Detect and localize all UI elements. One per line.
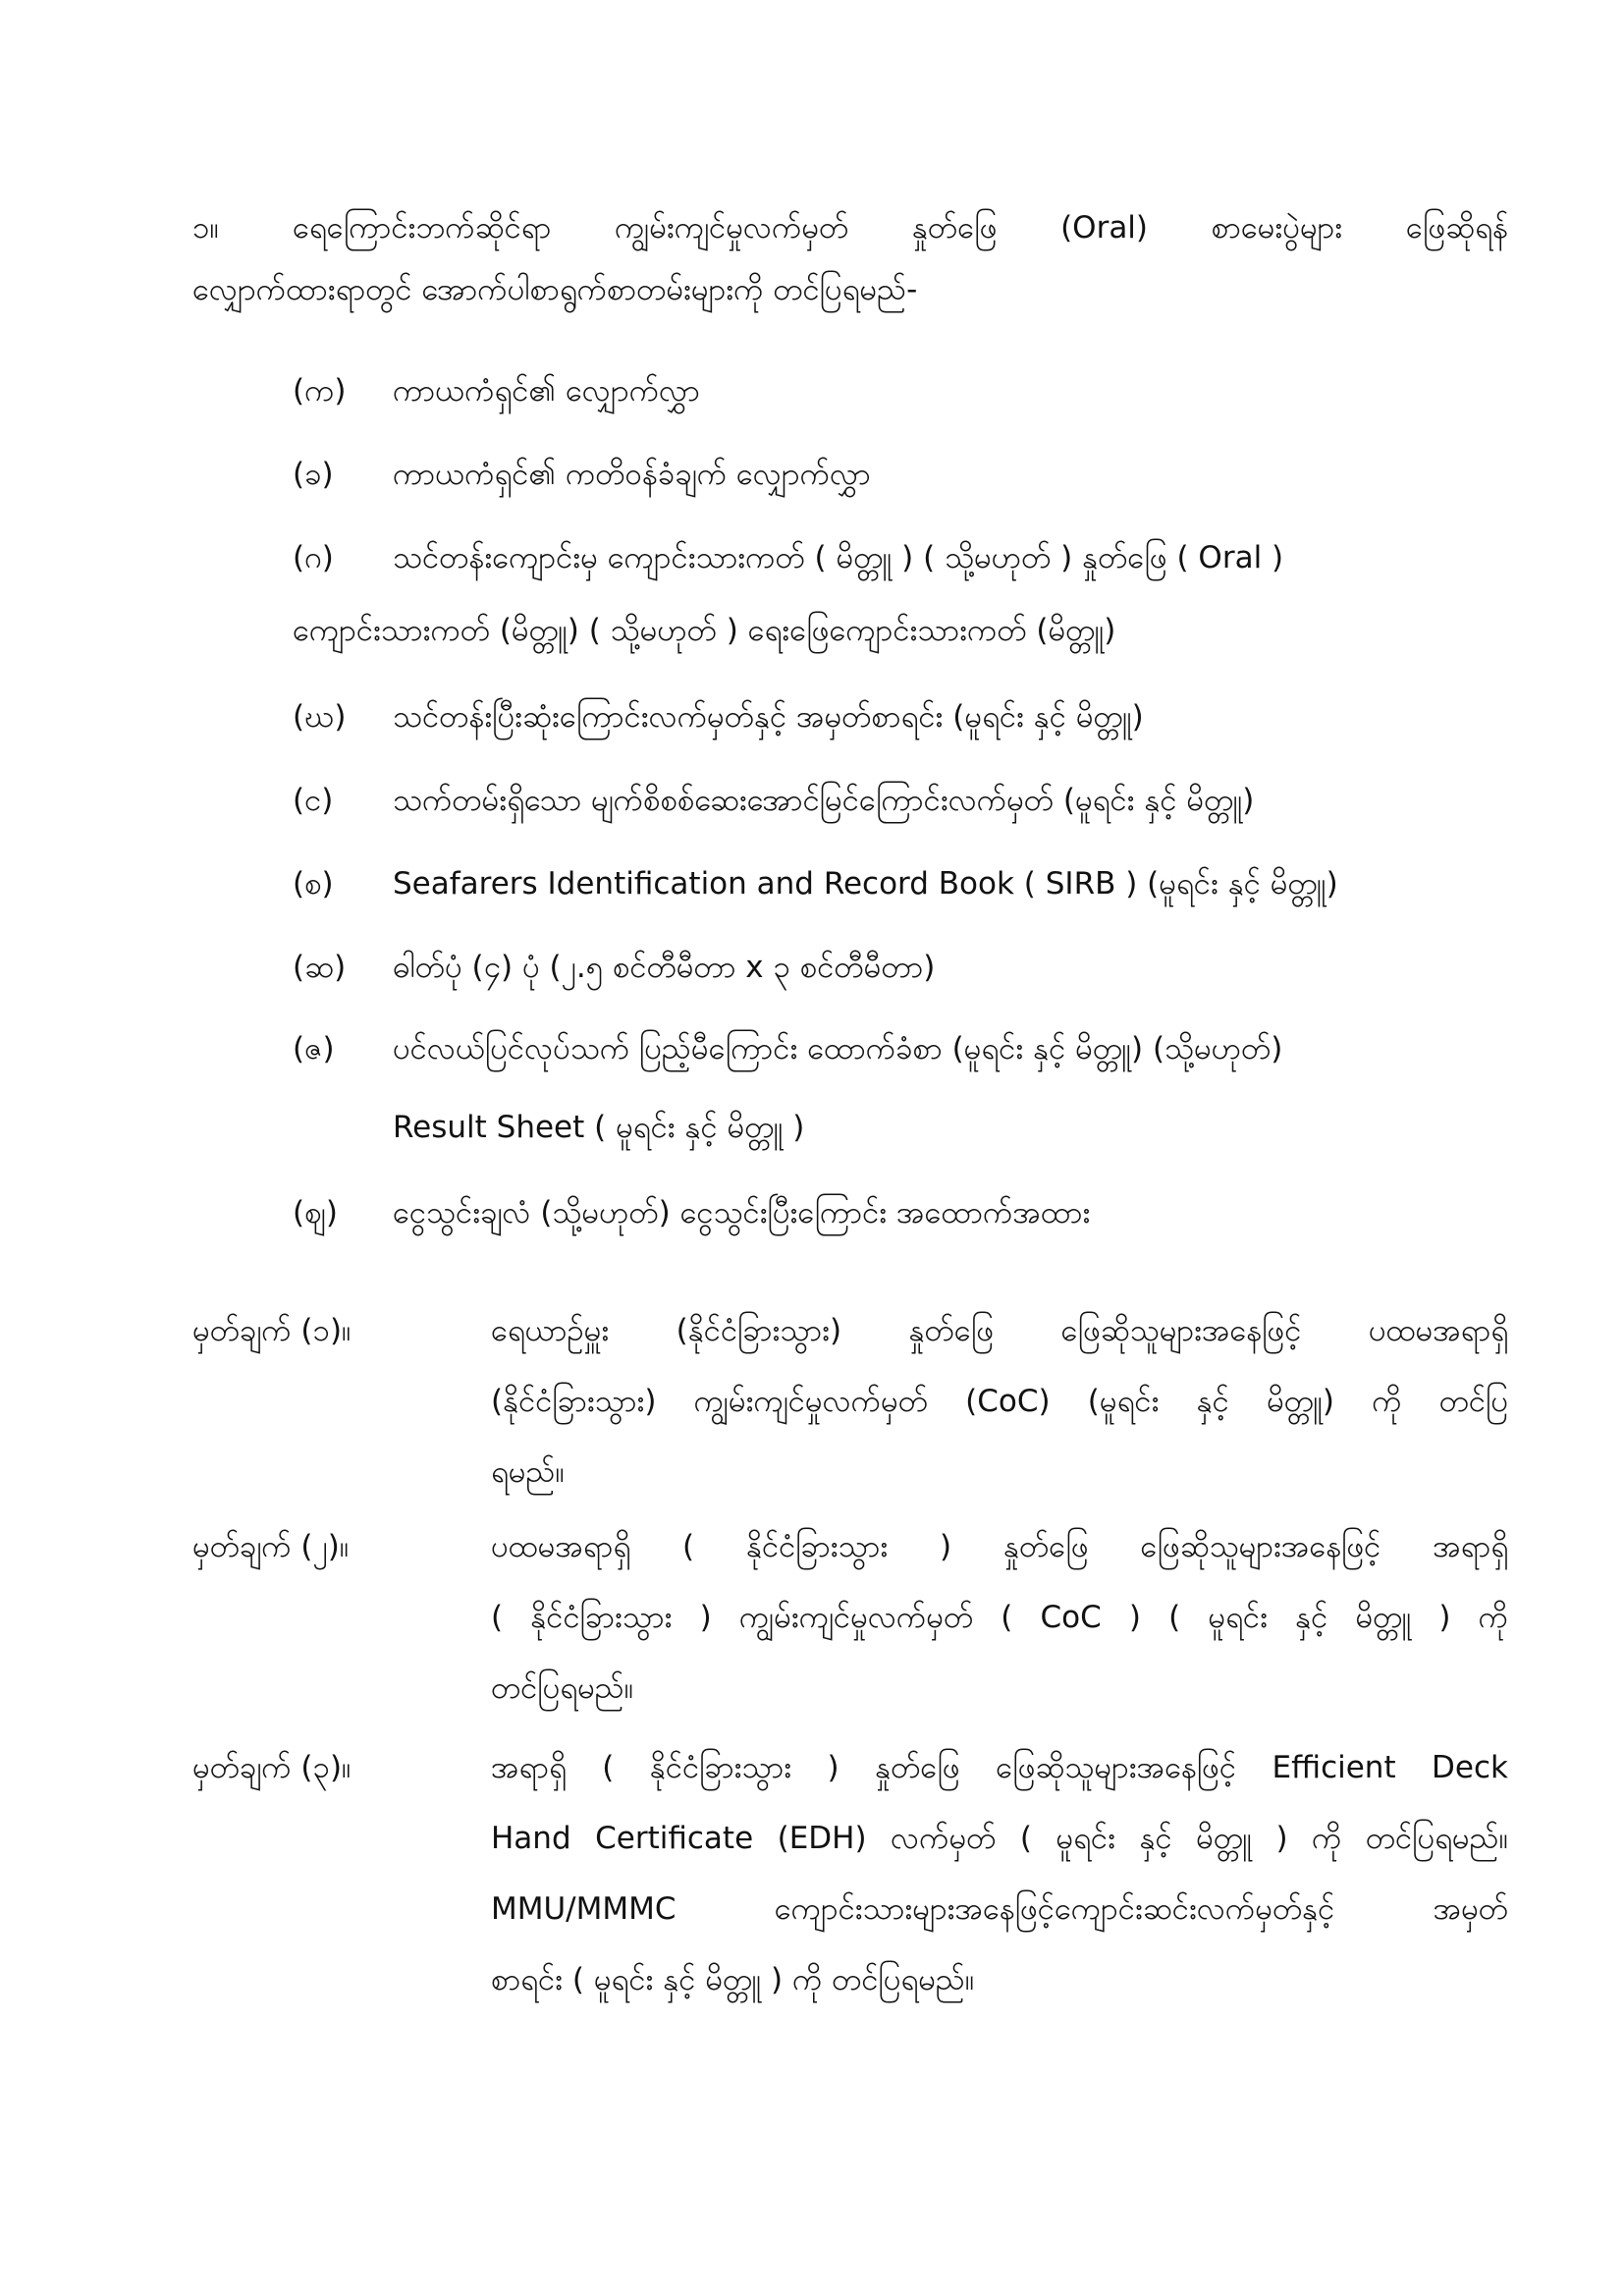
note-text-line: အရာရှိ ( နိုင်ငံခြားသွား ) နှုတ်ဖြေ ဖြေဆိုသူများအနေဖြင့် Efficient Deck: [491, 1750, 1508, 1785]
note-label: မှတ်ချက် (၃)။: [192, 1750, 352, 1785]
list-item-text: ကာယကံရှင်၏ ကတိဝန်ခံချက် လျှောက်လွှာ: [393, 457, 871, 492]
list-item-label: (ခ): [293, 457, 334, 492]
note-label: မှတ်ချက် (၁)။: [192, 1313, 352, 1348]
list-item-label: (င): [293, 783, 334, 818]
list-item-text: ဓါတ်ပုံ (၄) ပုံ (၂.၅ စင်တီမီတာ x ၃ စင်တီမီတာ): [393, 950, 936, 985]
list-item-label: (ဇ): [293, 1031, 335, 1066]
list-item-label: (ဃ): [293, 699, 347, 735]
section-intro-line-1: ရေကြောင်းဘက်ဆိုင်ရာ ကျွမ်းကျင်မှုလက်မှတ် နှုတ်ဖြေ (Oral) စာမေးပွဲများ ဖြေဆိုရန်: [293, 210, 1508, 246]
section-number: ၁။: [192, 210, 219, 246]
list-item-label: (ဈ): [293, 1195, 339, 1230]
section-intro-line-2: လျှောက်ထားရာတွင် အောက်ပါစာရွက်စာတမ်းများကို တင်ပြရမည်-: [192, 272, 918, 307]
note-text-line: MMU/MMMC ကျောင်းသားများအနေဖြင့်ကျောင်းဆင်းလက်မှတ်နှင့် အမှတ်: [491, 1891, 1508, 1927]
note-text-line: (နိုင်ငံခြားသွား) ကျွမ်းကျင်မှုလက်မှတ် (CoC) (မူရင်း နှင့် မိတ္တူ) ကို တင်ပြ: [491, 1384, 1508, 1419]
list-item-text-continued: Result Sheet ( မူရင်း နှင့် မိတ္တူ ): [393, 1110, 805, 1145]
list-item-label: (က): [293, 373, 347, 409]
list-item-text: ကာယကံရှင်၏ လျှောက်လွှာ: [393, 373, 700, 409]
list-item-text: သင်တန်းပြီးဆုံးကြောင်းလက်မှတ်နှင့် အမှတ်စာရင်း (မူရင်း နှင့် မိတ္တူ): [393, 699, 1144, 735]
list-item-text: သင်တန်းကျောင်းမှ ကျောင်းသားကတ် ( မိတ္တူ ) ( သို့မဟုတ် ) နှုတ်ဖြေ ( Oral ): [393, 540, 1284, 575]
list-item-text: Seafarers Identification and Record Book ( SIRB ) (မူရင်း နှင့် မိတ္တူ): [393, 866, 1338, 902]
list-item-label: (ဆ): [293, 950, 347, 985]
note-text-line: တင်ပြရမည်။: [491, 1670, 634, 1706]
note-label: မှတ်ချက် (၂)။: [192, 1529, 350, 1564]
list-item-label: (စ): [293, 866, 334, 902]
note-text-line: ပထမအရာရှိ ( နိုင်ငံခြားသွား ) နှုတ်ဖြေ ဖြေဆိုသူများအနေဖြင့် အရာရှိ: [491, 1529, 1508, 1564]
list-item-text: သက်တမ်းရှိသော မျက်စိစစ်ဆေးအောင်မြင်ကြောင်းလက်မှတ် (မူရင်း နှင့် မိတ္တူ): [393, 783, 1255, 818]
note-text-line: ( နိုင်ငံခြားသွား ) ကျွမ်းကျင်မှုလက်မှတ် ( CoC ) ( မူရင်း နှင့် မိတ္တူ ) ကို: [491, 1600, 1508, 1635]
list-item-text-continued: ကျောင်းသားကတ် (မိတ္တူ) ( သို့မဟုတ် ) ရေးဖြေကျောင်းသားကတ် (မိတ္တူ): [293, 613, 1116, 648]
list-item-text: ငွေသွင်းချလံ (သို့မဟုတ်) ငွေသွင်းပြီးကြောင်း အထောက်အထား: [393, 1195, 1091, 1230]
list-item-label: (ဂ): [293, 540, 334, 575]
note-text-line: ရမည်။: [491, 1454, 565, 1490]
note-text-line: ရေယာဉ်မှူး (နိုင်ငံခြားသွား) နှုတ်ဖြေ ဖြေဆိုသူများအနေဖြင့် ပထမအရာရှိ: [491, 1313, 1508, 1348]
list-item-text: ပင်လယ်ပြင်လုပ်သက် ပြည့်မီကြောင်း ထောက်ခံစာ (မူရင်း နှင့် မိတ္တူ) (သို့မဟုတ်): [393, 1031, 1283, 1066]
note-text-line: စာရင်း ( မူရင်း နှင့် မိတ္တူ ) ကို တင်ပြရမည်။: [491, 1962, 975, 1997]
note-text-line: Hand Certificate (EDH) လက်မှတ် ( မူရင်း နှင့် မိတ္တူ ) ကို တင်ပြရမည်။: [491, 1821, 1508, 1856]
